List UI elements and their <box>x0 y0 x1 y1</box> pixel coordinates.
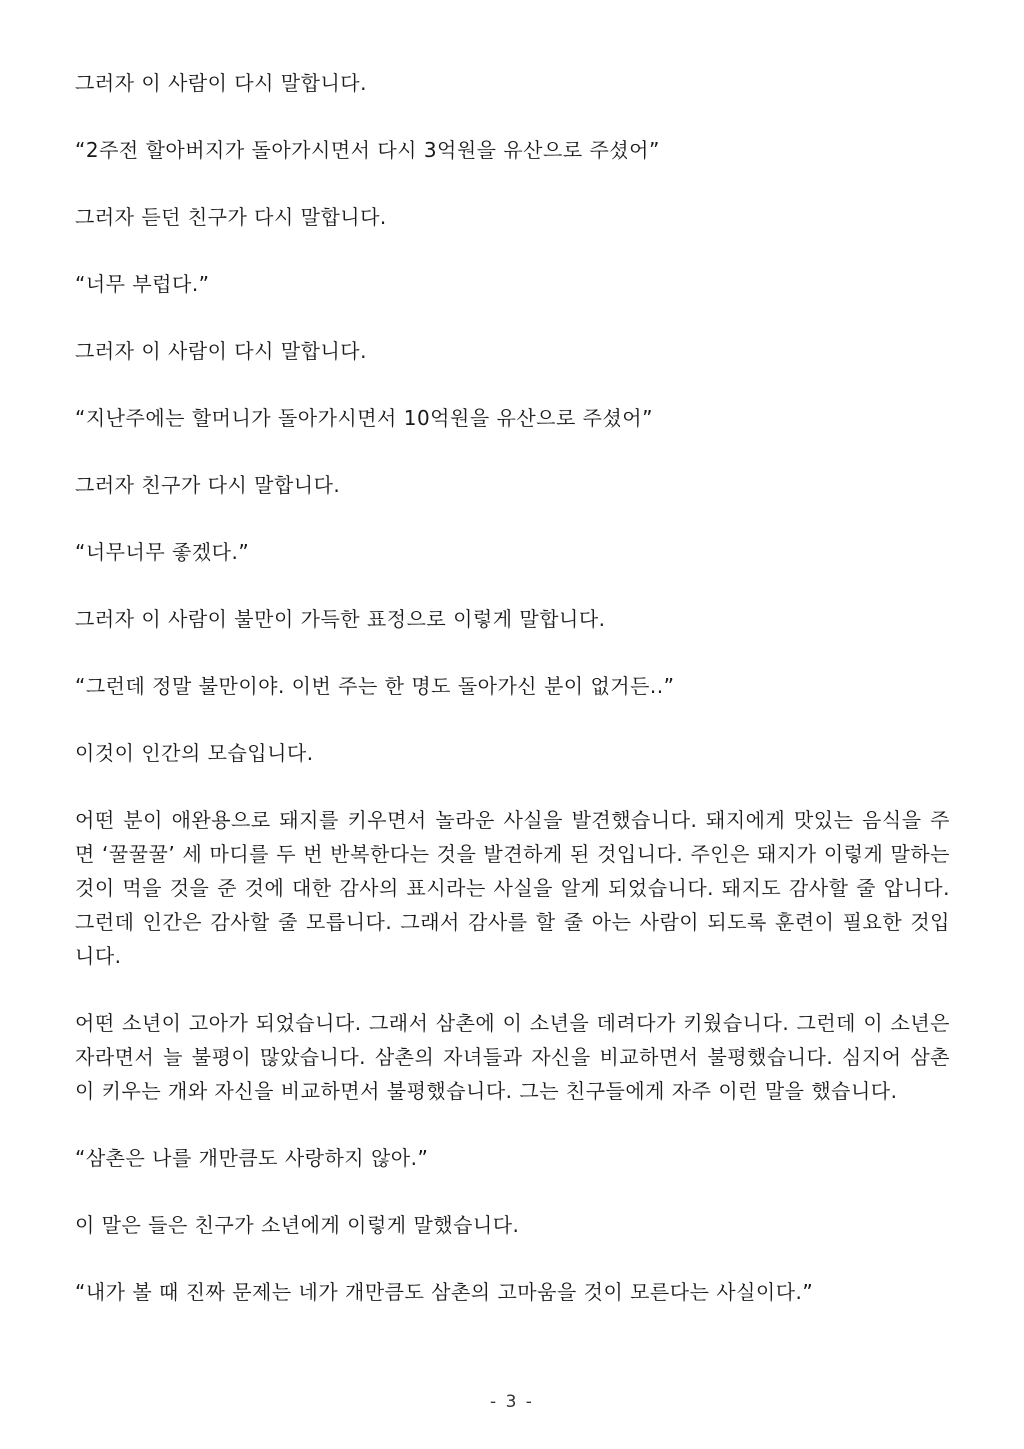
quote-paragraph: “지난주에는 할머니가 돌아가시면서 10억원을 유산으로 주셨어” <box>75 406 653 430</box>
story-paragraph-pig: 어떤 분이 애완용으로 돼지를 키우면서 놀라운 사실을 발견했습니다. 돼지에게 맛있는 음식을 주면 ‘꿀꿀꿀’ 세 마디를 두 번 반복한다는 것을 발견하게 된 것입니다. 주인은 돼지가 이렇게 말하는 것이 먹을 것을 준 것에 대한 감사의 표시라는 사실을 알게 되었습니다. 돼지도 감사할 줄 압니다. 그런데 인간은 감사할 줄 모릅니다. 그래서 감사를 할 줄 아는 사람이 되도록 훈련이 필요한 것입니다. <box>75 808 950 968</box>
paragraph: 그러자 이 사람이 다시 말합니다. <box>75 339 367 363</box>
page-number: - 3 - <box>490 1392 534 1412</box>
quote-paragraph: “그런데 정말 불만이야. 이번 주는 한 명도 돌아가신 분이 없거든..” <box>75 674 675 698</box>
quote-paragraph: “내가 볼 때 진짜 문제는 네가 개만큼도 삼촌의 고마움을 것이 모른다는 사실이다.” <box>75 1280 814 1304</box>
paragraph: 이 말은 들은 친구가 소년에게 이렇게 말했습니다. <box>75 1213 520 1237</box>
body-text <box>75 66 950 1342</box>
story-paragraph-orphan: 어떤 소년이 고아가 되었습니다. 그래서 삼촌에 이 소년을 데려다가 키웠습니다. 그런데 이 소년은 자라면서 늘 불평이 많았습니다. 삼촌의 자녀들과 자신을 비교하면서 불평했습니다. 심지어 삼촌이 키우는 개와 자신을 비교하면서 불평했습니다. 그는 친구들에게 자주 이런 말을 했습니다. <box>75 1011 950 1103</box>
quote-paragraph: “너무너무 좋겠다.” <box>75 540 250 564</box>
quote-paragraph: “너무 부럽다.” <box>75 272 210 296</box>
quote-paragraph: “삼촌은 나를 개만큼도 사랑하지 않아.” <box>75 1146 429 1170</box>
quote-paragraph: “2주전 할아버지가 돌아가시면서 다시 3억원을 유산으로 주셨어” <box>75 138 660 162</box>
paragraph: 이것이 인간의 모습입니다. <box>75 741 314 765</box>
paragraph: 그러자 친구가 다시 말합니다. <box>75 473 341 497</box>
paragraph: 그러자 이 사람이 불만이 가득한 표정으로 이렇게 말합니다. <box>75 607 606 631</box>
paragraph: 그러자 듣던 친구가 다시 말합니다. <box>75 205 387 229</box>
paragraph: 그러자 이 사람이 다시 말합니다. <box>75 71 367 95</box>
